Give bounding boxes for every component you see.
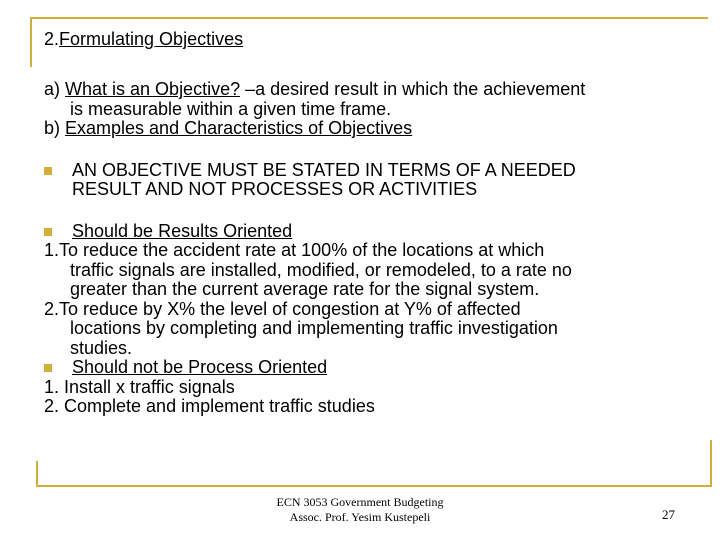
right-rule-bottom [710,440,712,487]
footer-course: ECN 3053 Government Budgeting [276,495,444,509]
caps-line-2: RESULT AND NOT PROCESSES OR ACTIVITIES [72,179,478,199]
process-item-2: 2. Complete and implement traffic studies [44,396,375,416]
square-bullet-icon [44,167,52,175]
left-rule-bottom [36,461,38,487]
item-a-continuation: is measurable within a given time frame. [70,98,392,119]
results-heading [44,222,704,242]
item-2-line-1: 2.To reduce by X% the level of congestion at Y% of affected [44,298,521,319]
process-item-1: 1. Install x traffic signals [44,376,235,397]
item-a-link[interactable]: What is an Objective? [65,79,241,99]
slide-body [44,80,704,417]
footer [240,495,480,525]
process-heading [44,358,704,378]
item-1-line-3: greater than the current average rate for the signal system. [70,279,540,299]
page-number: 27 [662,507,675,522]
square-bullet-icon [44,228,52,236]
item-a-text: –a desired result in which the achievement [240,79,586,99]
title-text: Formulating Objectives [59,29,244,49]
item-a-prefix: a) [44,79,66,99]
slide-title [44,28,243,50]
title-number: 2. [44,29,60,49]
caps-statement [44,161,704,200]
item-2-line-2: locations by completing and implementing traffic investigation [70,318,558,338]
item-b-link[interactable]: Examples and Characteristics of Objectives [65,118,413,138]
square-bullet-icon [44,364,52,372]
item-2-line-3: studies. [70,337,133,358]
item-1-line-1: 1.To reduce the accident rate at 100% of the locations at which [44,240,545,260]
item-1-line-2: traffic signals are installed, modified, or remodeled, to a rate no [70,259,572,280]
left-rule-top [30,17,32,67]
item-b-prefix: b) [44,118,66,138]
bottom-rule [36,485,712,487]
top-rule [30,17,708,19]
results-heading-text: Should be Results Oriented [72,220,293,241]
caps-line-1: AN OBJECTIVE MUST BE STATED IN TERMS OF A NEEDED [72,159,576,180]
item-b [44,119,704,139]
process-heading-text: Should not be Process Oriented [72,357,328,377]
item-a [44,80,704,100]
footer-author: Assoc. Prof. Yesim Kustepeli [289,510,431,524]
